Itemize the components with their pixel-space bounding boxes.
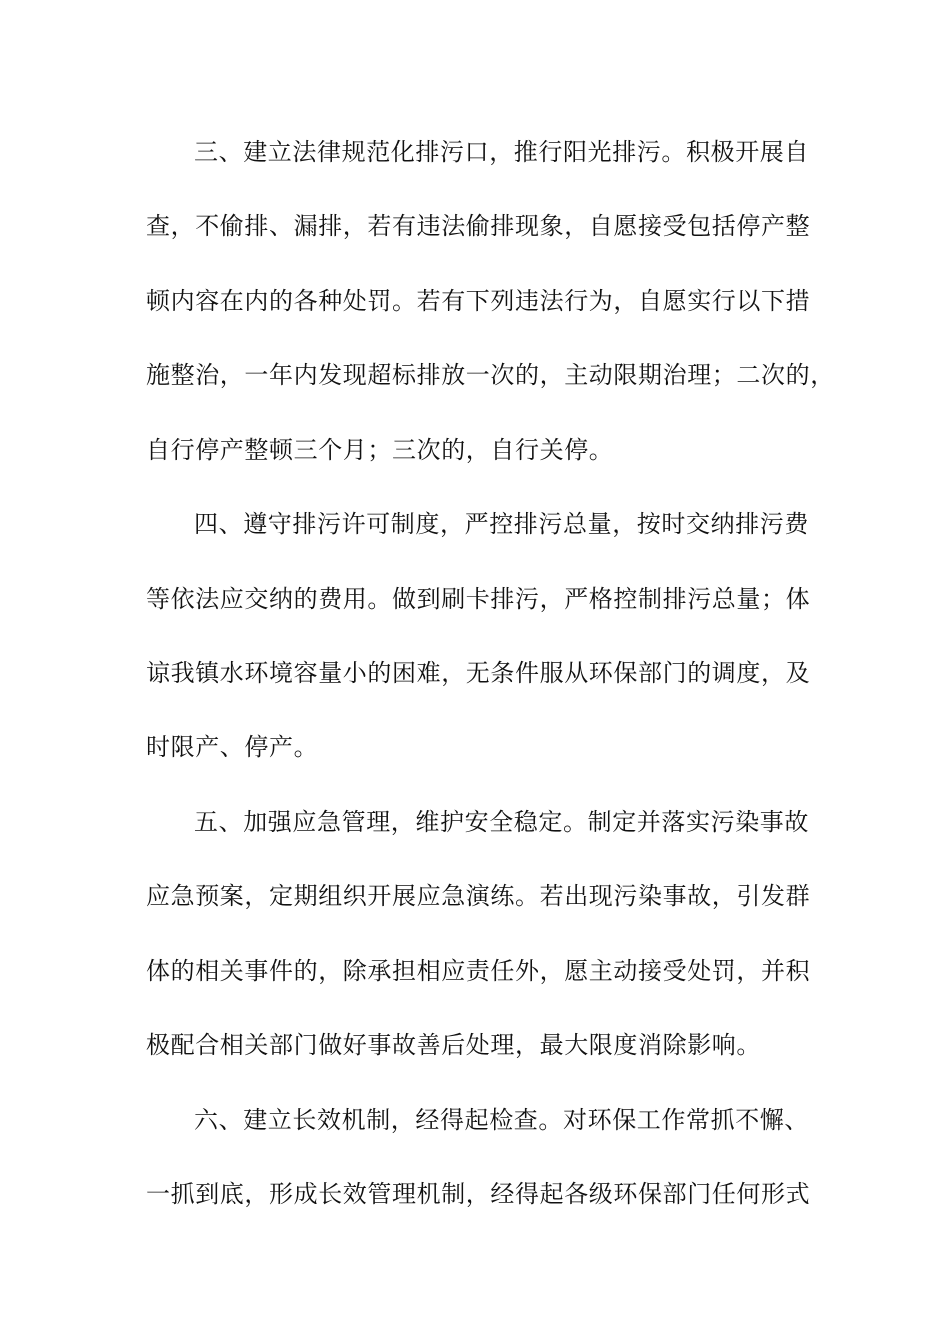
paragraph-3-line-1: 三、建立法律规范化排污口，推行阳光排污。积极开展自 xyxy=(194,138,809,166)
paragraph-5-line-3: 体的相关事件的，除承担相应责任外，愿主动接受处罚，并积 xyxy=(146,957,811,985)
paragraph-3-line-3: 顿内容在内的各种处罚。若有下列违法行为，自愿实行以下措 xyxy=(146,287,811,315)
paragraph-4-line-2: 等依法应交纳的费用。做到刷卡排污，严格控制排污总量；体 xyxy=(146,585,811,613)
paragraph-3-line-5: 自行停产整顿三个月；三次的，自行关停。 xyxy=(146,436,614,464)
paragraph-3-line-4: 施整治，一年内发现超标排放一次的，主动限期治理；二次的， xyxy=(146,361,835,389)
paragraph-5-line-4: 极配合相关部门做好事故善后处理，最大限度消除影响。 xyxy=(146,1031,761,1059)
paragraph-6-line-2: 一抓到底，形成长效管理机制，经得起各级环保部门任何形式 xyxy=(146,1180,811,1208)
paragraph-4-line-1: 四、遵守排污许可制度，严控排污总量，按时交纳排污费 xyxy=(194,510,809,538)
paragraph-6-line-1: 六、建立长效机制，经得起检查。对环保工作常抓不懈、 xyxy=(194,1106,809,1134)
paragraph-5-line-1: 五、加强应急管理，维护安全稳定。制定并落实污染事故 xyxy=(194,808,809,836)
paragraph-4-line-4: 时限产、停产。 xyxy=(146,733,319,761)
paragraph-3-line-2: 查，不偷排、漏排，若有违法偷排现象，自愿接受包括停产整 xyxy=(146,212,811,240)
paragraph-5-line-2: 应急预案，定期组织开展应急演练。若出现污染事故，引发群 xyxy=(146,882,811,910)
paragraph-4-line-3: 谅我镇水环境容量小的困难，无条件服从环保部门的调度，及 xyxy=(146,659,811,687)
